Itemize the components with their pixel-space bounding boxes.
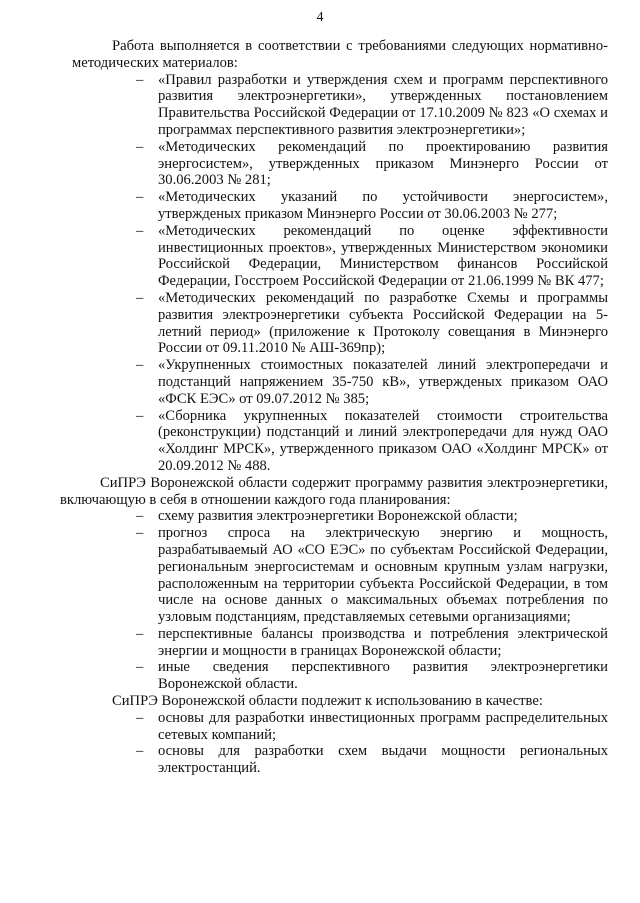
list-item: [72, 72, 608, 139]
dash-bullet: –: [136, 189, 144, 206]
list-item: [72, 189, 608, 223]
list-item-text: перспективные балансы производства и потребления электрической энергии и мощности в границах Воронежской области;: [158, 625, 608, 659]
dash-bullet: –: [136, 625, 144, 642]
list-item-text: «Сборника укрупненных показателей стоимости строительства (реконструкции) подстанций и линий электропередачи для нужд ОАО «Холдинг МРСК», утвержденного приказом ОАО «Холдинг МРСК» от 20.09.2012 № 488.: [158, 407, 608, 474]
page-number: 4: [316, 10, 324, 25]
dash-bullet: –: [136, 138, 144, 155]
dash-bullet: –: [136, 71, 144, 88]
list-item: [72, 710, 608, 744]
usage-intro-paragraph: СиПРЭ Воронежской области подлежит к использованию в качестве:: [112, 693, 543, 710]
dash-bullet: –: [136, 709, 144, 726]
normative-documents-list: [72, 72, 608, 475]
list-item-text: «Методических рекомендаций по разработке Схемы и программы развития электроэнергетики субъекта Российской Федерации на 5-летний период» (приложение к Протоколу совещания в Минэнерго России от 09.11.2010 № АШ-369пр);: [158, 289, 608, 357]
list-item-text: «Правил разработки и утверждения схем и программ перспективного развития электроэнергетики», утвержденных постановлением Правительства Российской Федерации от 17.10.2009 № 823 «О схемах и программах перспективного развития электроэнергетики»;: [158, 71, 608, 138]
list-item: [72, 659, 608, 693]
list-item: [72, 626, 608, 660]
list-item: [72, 508, 608, 525]
list-item-text: прогноз спроса на электрическую энергию и мощность, разрабатываемый АО «СО ЕЭС» по субъектам Российской Федерации, региональным энергосистемам и основным крупным узлам нагрузки, расположенным на территории субъекта Российской Федерации, в том числе на основе данных о максимальных объемах потребления по узловым подстанциям, представляемых сетевыми организациями;: [158, 525, 608, 626]
list-item: [72, 290, 608, 357]
list-item: [72, 223, 608, 290]
list-item-text: «Методических рекомендаций по оценке эффективности инвестиционных проектов», утвержденных Министерством экономики Российской Федерации, Министерством финансов Российской Федерации, Госстроем Российской Федерации от 21.06.1999 № ВК 477;: [158, 222, 608, 290]
dash-bullet: –: [136, 743, 144, 760]
list-item: [72, 743, 608, 777]
dash-bullet: –: [136, 357, 144, 374]
list-item-text: основы для разработки схем выдачи мощности региональных электростанций.: [158, 743, 608, 777]
dash-bullet: –: [136, 508, 144, 525]
list-item-text: «Методических указаний по устойчивости энергосистем», утвержденых приказом Минэнерго России от 30.06.2003 № 277;: [158, 189, 608, 222]
intro-paragraph: Работа выполняется в соответствии с требованиями следующих нормативно-методических материалов:: [72, 38, 608, 71]
list-item-text: иные сведения перспективного развития электроэнергетики Воронежской области.: [158, 659, 608, 693]
list-item: [72, 525, 608, 626]
dash-bullet: –: [136, 525, 144, 542]
list-item: [72, 357, 608, 407]
list-item-text: основы для разработки инвестиционных программ распределительных сетевых компаний;: [158, 709, 608, 743]
list-item: [72, 408, 608, 475]
list-item-text: схему развития электроэнергетики Воронежской области;: [158, 508, 518, 525]
contents-intro-paragraph: СиПРЭ Воронежской области содержит программу развития электроэнергетики, включающую в себя в отношении каждого года планирования:: [60, 474, 608, 508]
usage-list: [72, 710, 608, 777]
list-item-text: «Методических рекомендаций по проектированию развития энергосистем», утвержденных приказом Минэнерго России от 30.06.2003 № 281;: [158, 138, 608, 189]
dash-bullet: –: [136, 659, 144, 676]
list-item: [72, 139, 608, 189]
document-body: [60, 38, 608, 777]
dash-bullet: –: [136, 407, 144, 424]
list-item-text: «Укрупненных стоимостных показателей линий электропередачи и подстанций напряжением 35-750 кВ», утвержденых приказом ОАО «ФСК ЕЭС» от 09.07.2012 № 385;: [158, 357, 608, 407]
program-contents-list: [72, 508, 608, 693]
dash-bullet: –: [136, 289, 144, 306]
dash-bullet: –: [136, 222, 144, 239]
